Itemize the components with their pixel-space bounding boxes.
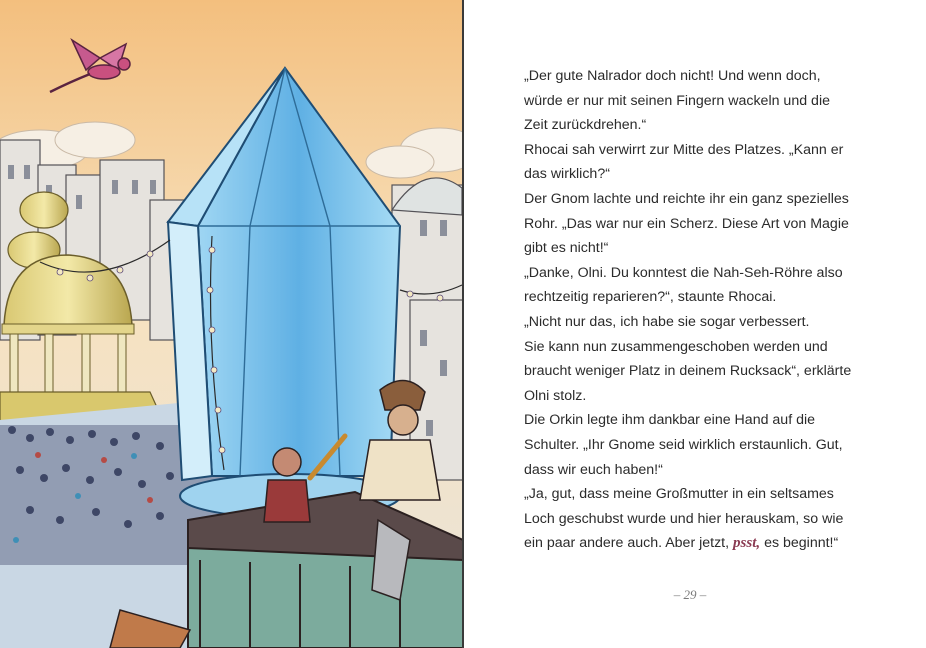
story-line-final [524, 531, 904, 556]
story-line: „Danke, Olni. Du konntest die Nah-Seh-Röhre also [524, 264, 843, 281]
story-final-before: ein paar andere auch. Aber jetzt, [524, 535, 730, 552]
story-line: „Nicht nur das, ich habe sie sogar verbessert. [524, 313, 810, 330]
story-line: Rhocai sah verwirrt zur Mitte des Platzes. „Kann er [524, 141, 844, 158]
story-line: Zeit zurückdrehen.“ [524, 117, 647, 134]
story-line: Sie kann nun zusammengeschoben werden und [524, 338, 828, 355]
sfx-psst: psst, [733, 535, 761, 552]
story-line: Olni stolz. [524, 387, 587, 404]
story-line: dass wir euch haben!“ [524, 461, 663, 478]
story-line: Die Orkin legte ihm dankbar eine Hand auf die [524, 412, 816, 429]
story-final-after: es beginnt!“ [764, 535, 839, 552]
story-line: Rohr. „Das war nur ein Scherz. Diese Art von Magie [524, 215, 849, 232]
story-line: gibt es nicht!“ [524, 240, 609, 257]
story-line: das wirklich?“ [524, 166, 610, 183]
story-line: Loch geschubst wurde und hier herauskam, so wie [524, 510, 844, 527]
story-line: rechtzeitig reparieren?“, staunte Rhocai. [524, 289, 777, 306]
page-number: – 29 – [673, 587, 707, 602]
story-line: würde er nur mit seinen Fingern wackeln und die [524, 92, 830, 109]
story-line: Der Gnom lachte und reichte ihr ein ganz spezielles [524, 190, 849, 207]
small-golden-dome [20, 192, 68, 228]
text-page [464, 0, 926, 648]
story-line: „Ja, gut, dass meine Großmutter in ein seltsames [524, 486, 834, 503]
story-line: „Der gute Nalrador doch nicht! Und wenn doch, [524, 68, 821, 84]
story-text [524, 64, 904, 556]
story-line: braucht weniger Platz in deinem Rucksack“, erklärte [524, 363, 852, 380]
story-line: Schulter. „Ihr Gnome seid wirklich erstaunlich. Gut, [524, 436, 843, 453]
